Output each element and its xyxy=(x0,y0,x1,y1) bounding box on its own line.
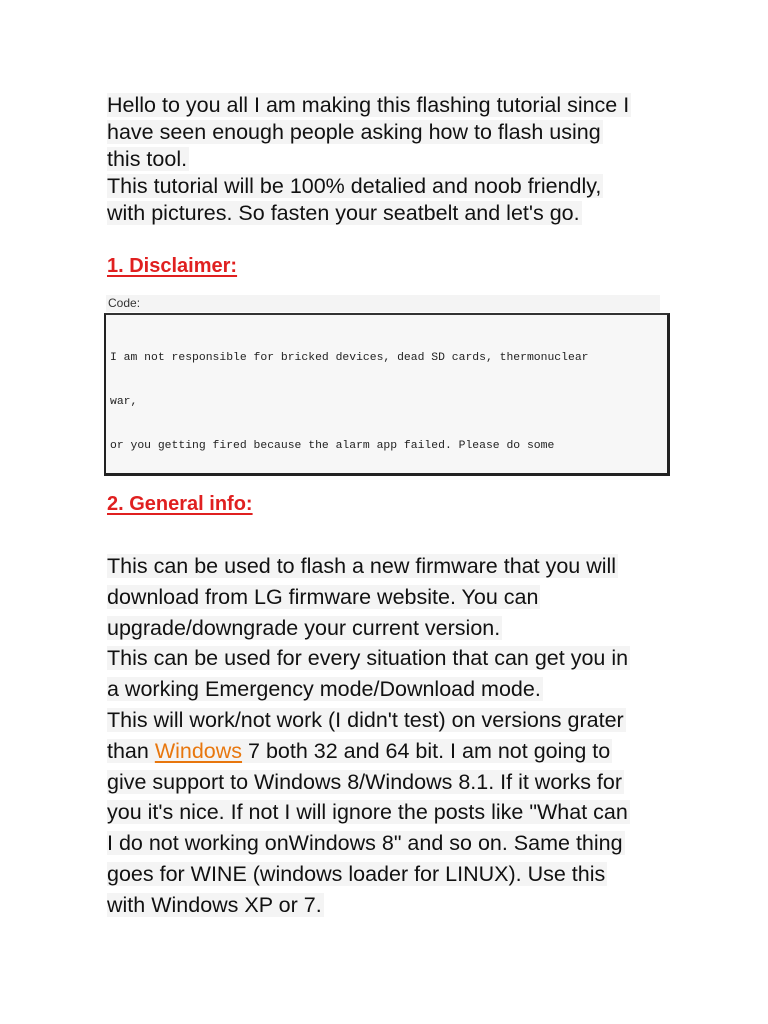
intro-line: Hello to you all I am making this flashing tutorial since I xyxy=(107,93,630,117)
code-label: Code: xyxy=(106,295,660,312)
body-line: a working Emergency mode/Download mode. xyxy=(107,677,541,702)
link-line-prefix: than xyxy=(107,738,155,763)
general-info-paragraph xyxy=(107,551,677,921)
body-line: goes for WINE (windows loader for LINUX). Use this xyxy=(107,861,606,886)
body-line-with-link xyxy=(107,739,612,763)
intro-line: have seen enough people asking how to flash using xyxy=(107,120,601,144)
intro-line: with pictures. So fasten your seatbelt and let's go. xyxy=(107,201,580,225)
intro-line: This tutorial will be 100% detalied and noob friendly, xyxy=(107,174,602,198)
body-line: I do not working onWindows 8" and so on. Same thing xyxy=(107,831,623,856)
general-info-heading: 2. General info: xyxy=(107,493,253,515)
code-block[interactable] xyxy=(104,313,670,476)
body-line: This can be used for every situation that can get you in xyxy=(107,646,629,671)
body-line: This can be used to flash a new firmware that you will xyxy=(107,554,617,578)
intro-line: this tool. xyxy=(107,147,188,171)
body-line: upgrade/downgrade your current version. xyxy=(107,615,501,640)
windows-link[interactable]: Windows xyxy=(154,738,243,763)
link-line-suffix: 7 both 32 and 64 bit. I am not going to xyxy=(242,738,611,763)
disclaimer-heading: 1. Disclaimer: xyxy=(107,255,238,277)
code-line: I am not responsible for bricked devices, dead SD cards, thermonuclear xyxy=(110,351,589,364)
body-line: you it's nice. If not I will ignore the posts like "What can xyxy=(107,800,628,825)
code-line: or you getting fired because the alarm app failed. Please do some xyxy=(110,440,555,453)
body-line: give support to Windows 8/Windows 8.1. If it works for xyxy=(107,769,623,794)
body-line: This will work/not work (I didn't test) on versions grater xyxy=(107,707,624,732)
intro-paragraph xyxy=(107,92,667,227)
body-line: download from LG firmware website. You can xyxy=(107,584,539,609)
code-line: war, xyxy=(110,395,138,408)
body-line: with Windows XP or 7. xyxy=(107,892,322,917)
